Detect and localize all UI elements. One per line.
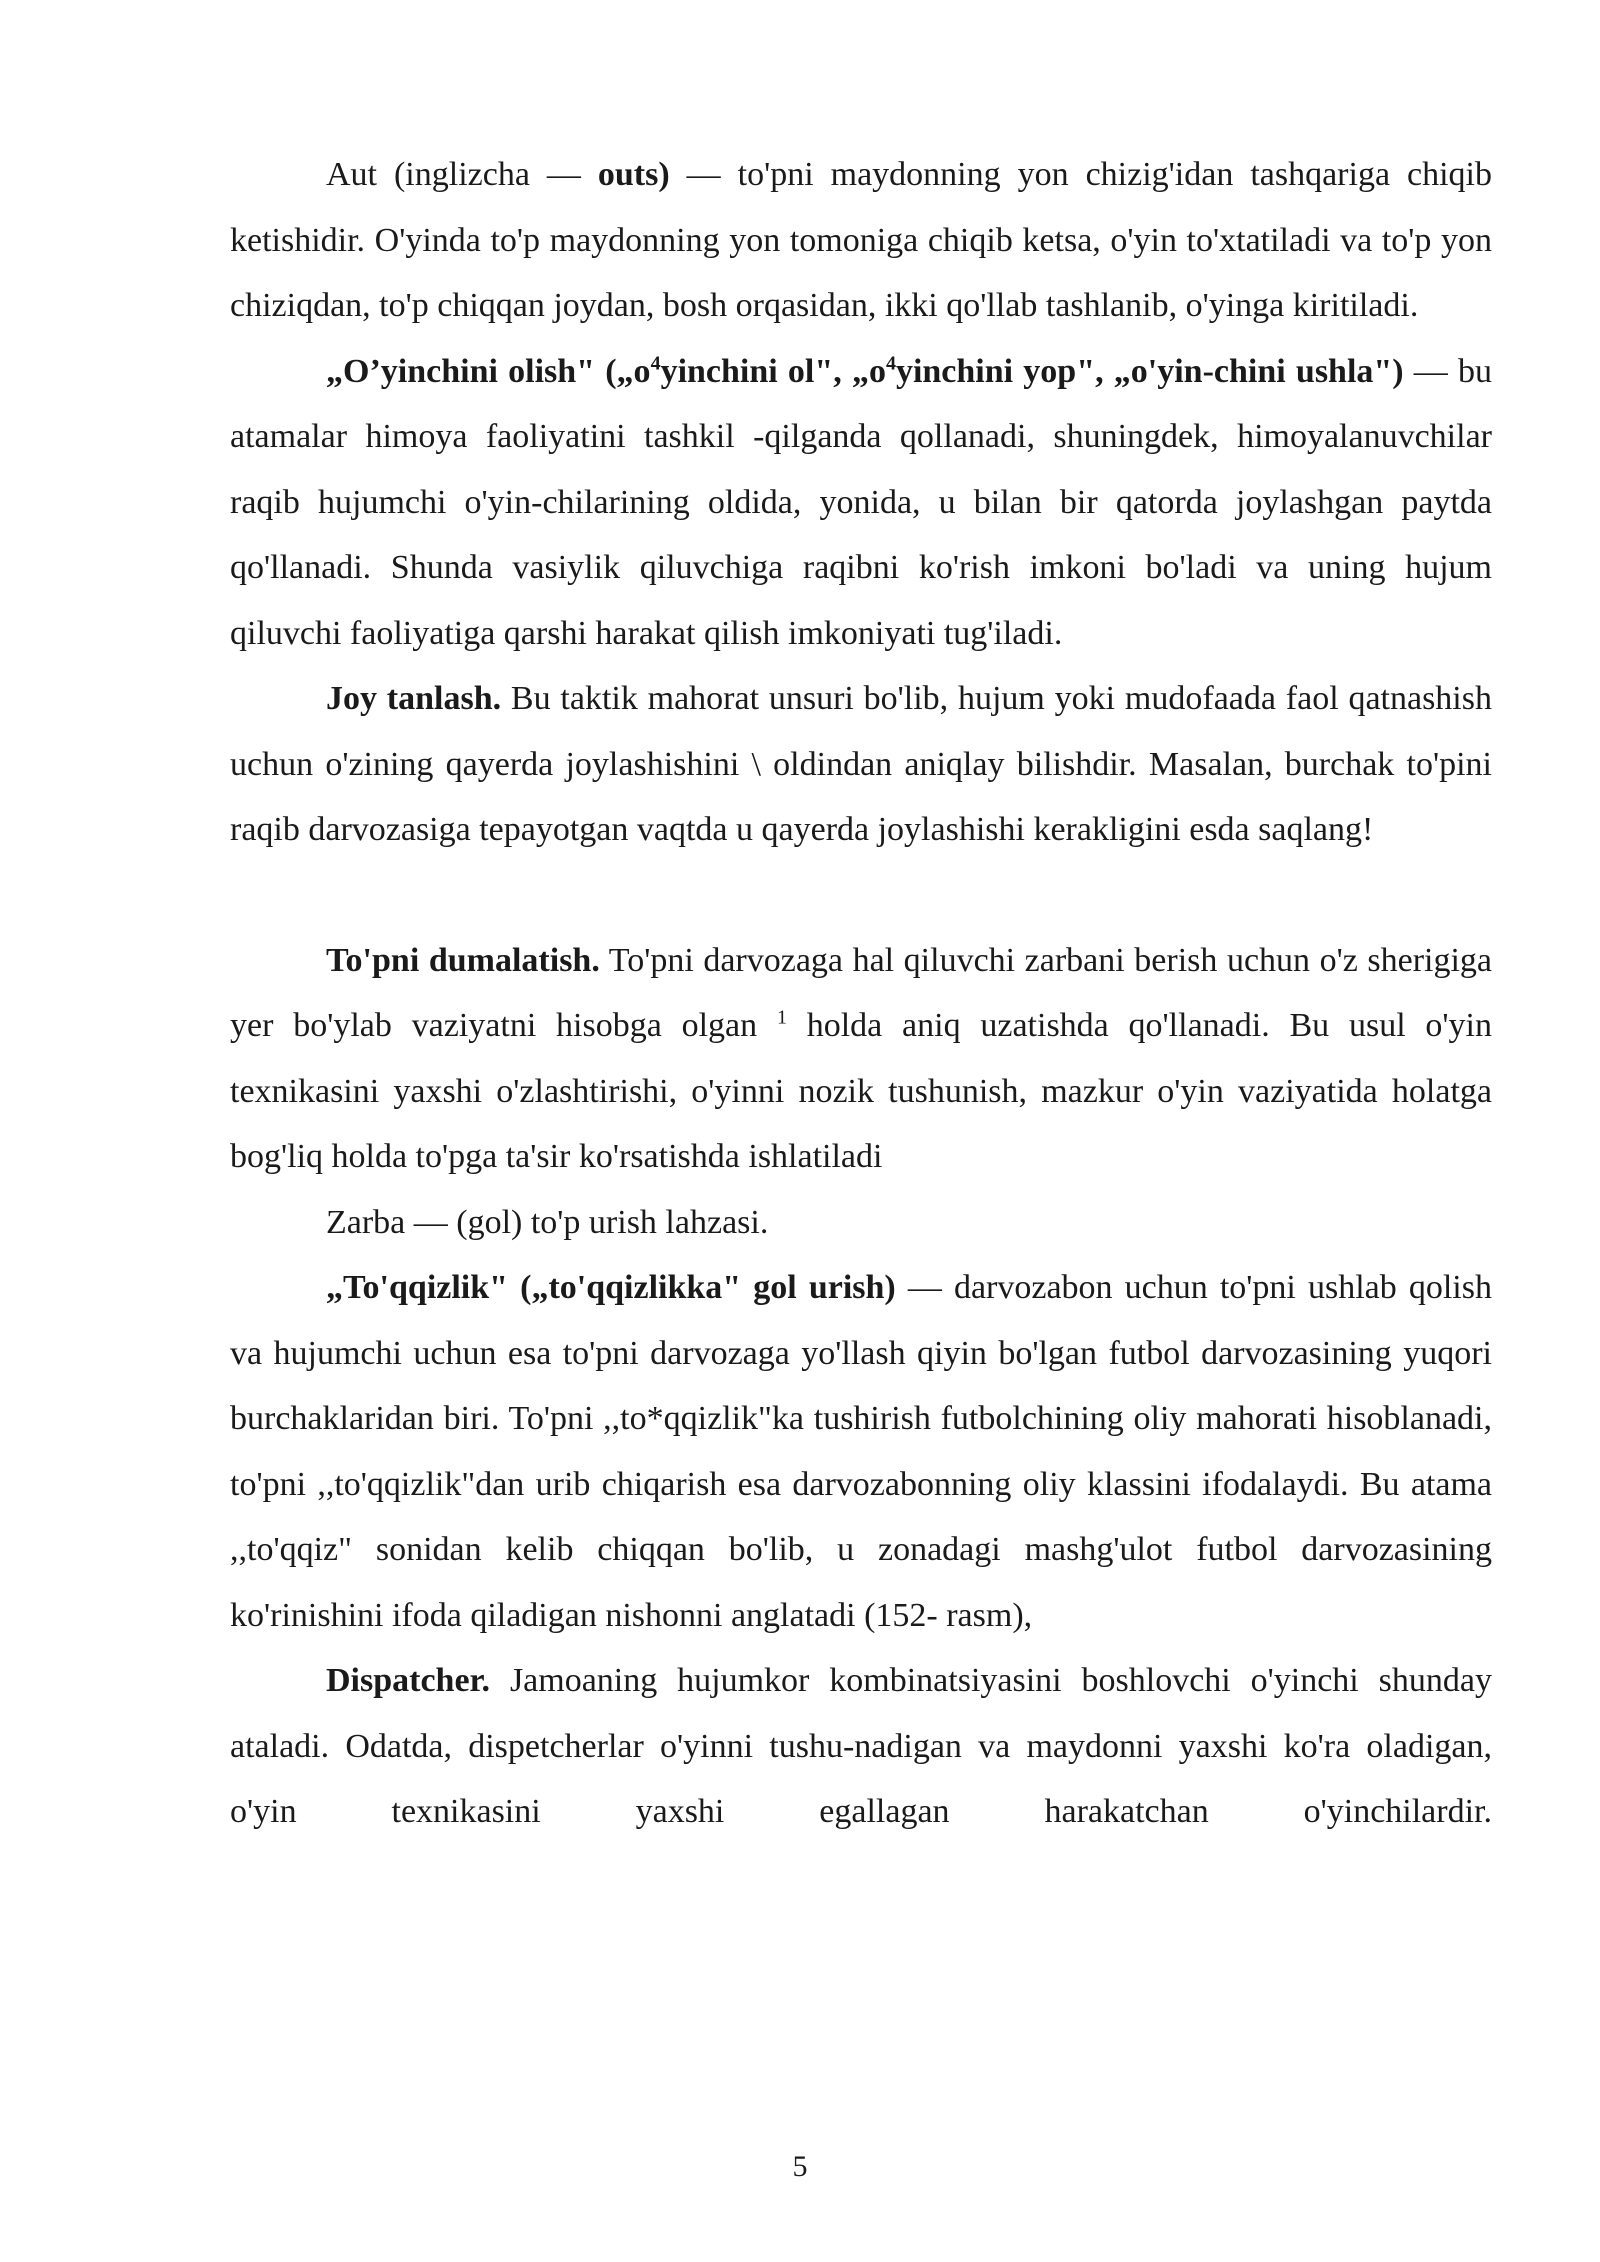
term-part: yinchini ol", „o: [660, 352, 886, 390]
paragraph-topni-dumalatish: [230, 928, 1492, 1190]
paragraph-text: — to'pni maydonning yon chizig'idan tashqariga chiqib ketishidir. O'yinda to'p maydonning yon tomoniga chiqib ketsa, o'yin to'xtatiladi va to'p yon chiziqdan, to'p chiqqan joydan, bosh orqasidan, ikki qo'llab tashlanib, o'yinga kiritiladi.: [230, 156, 1492, 324]
superscript: 4: [650, 352, 661, 375]
page-number: 5: [792, 2150, 808, 2183]
document-page: [230, 142, 1492, 1845]
paragraph-text: — bu atamalar himoya faoliyatini tashkil -qilganda qollanadi, shuningdek, himoyalanuvchilar raqib hujumchi o'yin-chilarining oldida, yonida, u bilan bir qatorda joylashgan paytda qo'llanadi. Shunda vasiylik qiluvchiga raqibni ko'rish imkoni bo'ladi va uning hujum qiluvchi faoliyatiga qarshi harakat qilish imkoniyati tug'iladi.: [230, 352, 1493, 652]
paragraph-text: To'pni darvozaga hal qiluvchi zarbani berish uchun o'z sherigiga yer bo'ylab vaziyatni hisobga olgan: [230, 941, 1493, 1044]
paragraph-text: Bu taktik mahorat unsuri bo'lib, hujum yoki mudofaada faol qatnashish uchun o'zining qayerda joylashishini \ oldindan aniqlay bilishdir. Masalan, burchak to'pini raqib darvozasiga tepayotgan vaqtda u qayerda joylashishi kerakligini esda saqlang!: [230, 680, 1492, 848]
term-bold: „To'qqizlik" („to'qqizlikka" gol urish): [326, 1269, 896, 1306]
paragraph-dispatcher: [230, 1648, 1492, 1845]
paragraph-gap: [230, 863, 1492, 928]
term-bold: outs): [597, 156, 670, 193]
term-bold: Dispatcher.: [326, 1662, 491, 1699]
paragraph-toqqizlik: [230, 1255, 1492, 1648]
term-part: yinchini yop", „o'yin-chini ushla"): [895, 352, 1404, 390]
paragraph-aut: [230, 142, 1492, 339]
paragraph-text: Zarba — (gol) to'p urish lahzasi.: [326, 1203, 769, 1241]
paragraph-text: holda aniq uzatishda qo'llanadi. Bu usul o'yin texnikasini yaxshi o'zlashtirishi, o'yinni nozik tushunish, mazkur o'yin vaziyatida holatga bog'liq holda to'pga ta'sir ko'rsatishda ishlatiladi: [230, 1007, 1492, 1175]
paragraph-oyinchini-olish: [230, 339, 1492, 667]
paragraph-text: — darvozabon uchun to'pni ushlab qolish va hujumchi uchun esa to'pni darvozaga yo'llash qiyin bo'lgan futbol darvozasining yuqori burchaklaridan biri. To'pni ,,to*qqizlik"ka tushirish futbolchining oliy mahorati hisoblanadi, to'pni ,,to'qqizlik"dan urib chiqarish esa darvozabonning oliy klassini ifodalaydi. Bu atama ,,to'qqiz" sonidan kelib chiqqan bo'lib, u zonadagi mashg'ulot futbol darvozasining ko'rinishini ifoda qiladigan nishonni anglatadi (152- rasm),: [230, 1269, 1492, 1634]
term-bold: [326, 353, 1404, 390]
paragraph-zarba: [230, 1190, 1492, 1256]
term-bold: Joy tanlash.: [326, 680, 502, 717]
paragraph-joy-tanlash: [230, 666, 1492, 863]
paragraph-text: Jamoaning hujumkor kombinatsiyasini boshlovchi o'yinchi shunday ataladi. Odatda, dispetcherlar o'yinni tushu-nadigan va maydonni yaxshi ko'ra oladigan, o'yin texnikasini yaxshi egallagan harakatchan o'yinchilardir.: [230, 1662, 1492, 1830]
term-bold: To'pni dumalatish.: [326, 941, 600, 979]
term-part: „O’yinchini olish" („o: [326, 352, 651, 390]
footnote-marker: 1: [776, 1006, 787, 1029]
paragraph-text: Aut (inglizcha —: [326, 156, 598, 193]
superscript: 4: [885, 352, 896, 375]
